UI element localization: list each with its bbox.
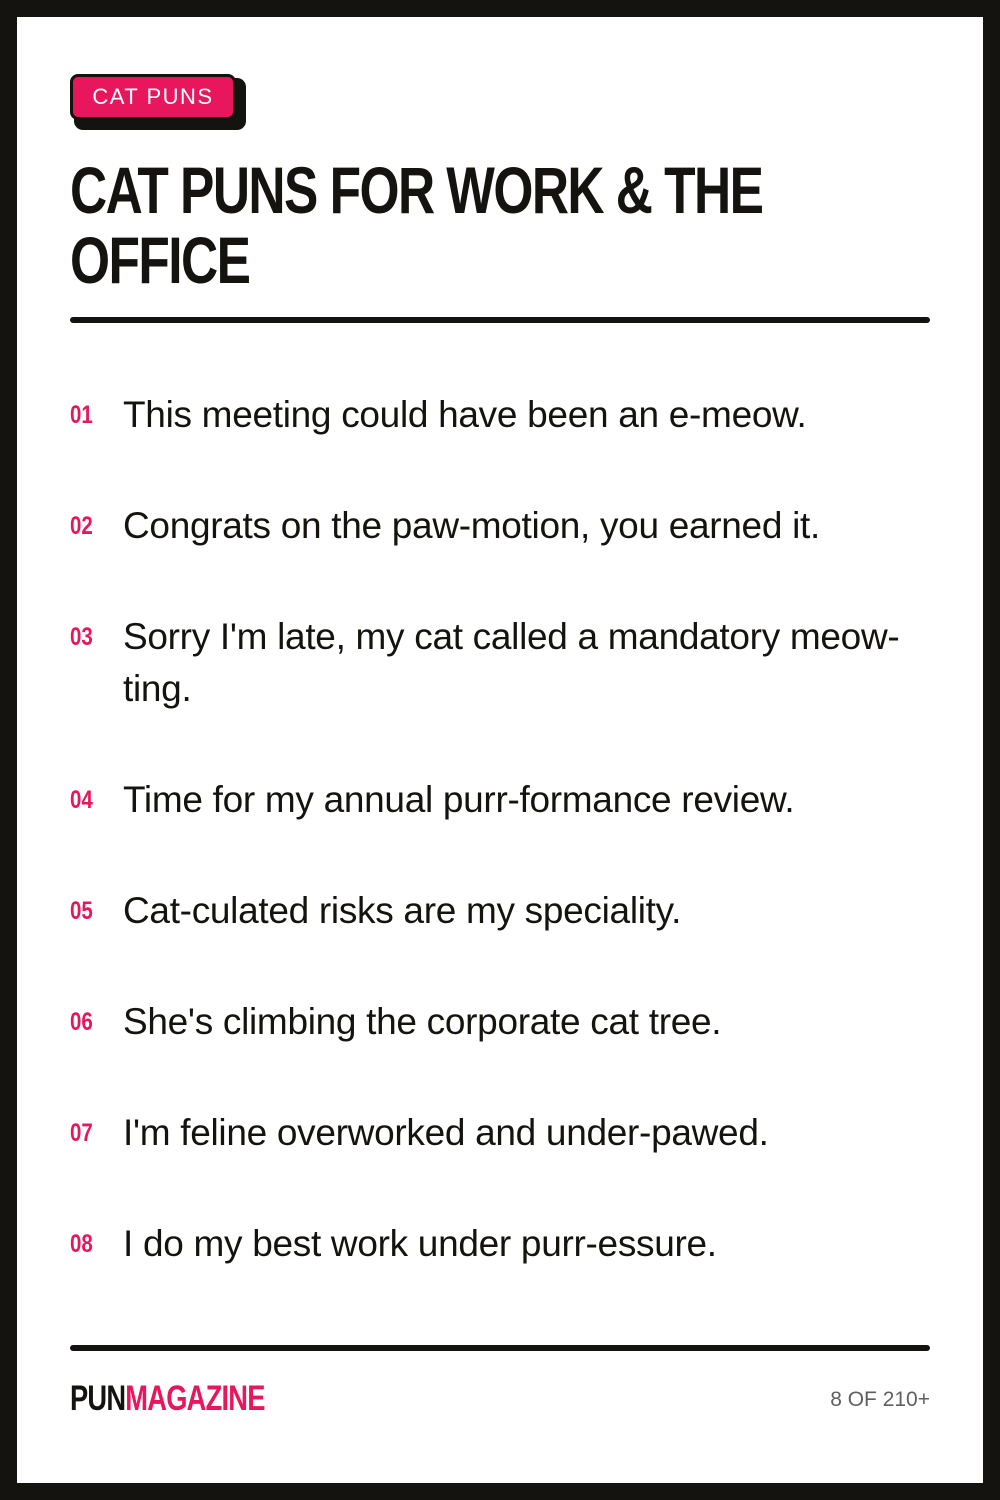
list-item	[70, 389, 930, 441]
brand-logo[interactable]	[70, 1379, 265, 1419]
pun-list	[70, 389, 930, 1329]
category-tag-label: CAT PUNS	[70, 74, 236, 120]
item-number: 03	[70, 623, 93, 651]
page-title: CAT PUNS FOR WORK & THE OFFICE	[70, 153, 763, 297]
item-number: 05	[70, 897, 93, 925]
item-text: Time for my annual purr-formance review.	[123, 779, 795, 820]
page-count: 8 OF 210+	[830, 1388, 930, 1411]
item-number: 01	[70, 401, 93, 429]
item-number: 07	[70, 1119, 93, 1147]
brand-logo-part2: MAGAZINE	[125, 1379, 265, 1418]
bottom-divider	[70, 1345, 930, 1351]
list-item	[70, 611, 930, 715]
list-item	[70, 500, 930, 552]
list-item	[70, 996, 930, 1048]
item-text: Cat-culated risks are my speciality.	[123, 890, 682, 931]
item-text: Congrats on the paw-motion, you earned it.	[123, 505, 820, 546]
top-divider	[70, 317, 930, 323]
item-text: I'm feline overworked and under-pawed.	[123, 1112, 769, 1153]
item-number: 04	[70, 786, 93, 814]
item-text: I do my best work under purr-essure.	[123, 1223, 717, 1264]
list-item	[70, 1218, 930, 1270]
list-item	[70, 774, 930, 826]
item-text: This meeting could have been an e-meow.	[123, 394, 807, 435]
item-number: 08	[70, 1230, 93, 1258]
item-text: She's climbing the corporate cat tree.	[123, 1001, 722, 1042]
list-item	[70, 1107, 930, 1159]
item-text: Sorry I'm late, my cat called a mandatory meow-ting.	[123, 616, 900, 709]
category-tag[interactable]	[70, 74, 242, 126]
item-number: 06	[70, 1008, 93, 1036]
pun-card	[17, 17, 983, 1483]
list-item	[70, 885, 930, 937]
item-number: 02	[70, 512, 93, 540]
brand-logo-part1: PUN	[70, 1379, 126, 1418]
